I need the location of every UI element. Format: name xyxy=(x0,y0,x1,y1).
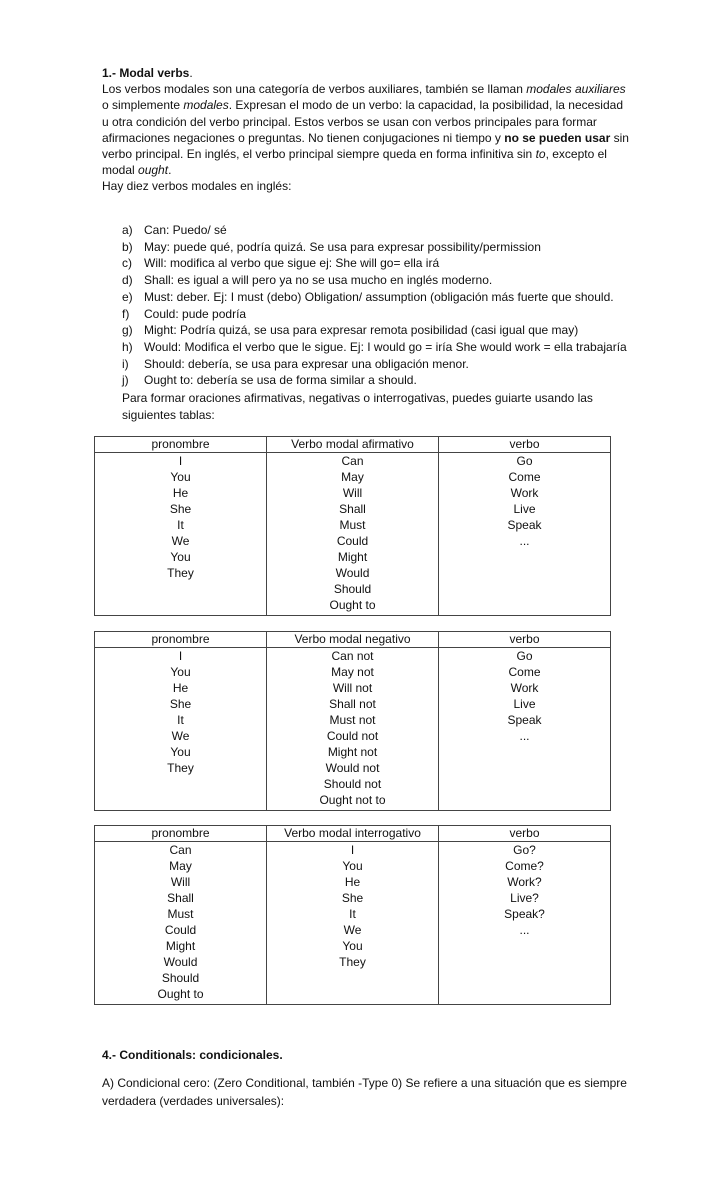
cell-value: Go? xyxy=(513,843,536,857)
cell-value: Shall xyxy=(167,891,194,905)
cell-value: Will xyxy=(342,486,363,500)
header-modal: Verbo modal afirmativo xyxy=(267,437,439,453)
table-row xyxy=(95,648,611,811)
list-text: Shall: es igual a will pero ya no se usa mucho en inglés moderno. xyxy=(144,273,493,288)
cell-value: Work? xyxy=(507,875,542,889)
list-letter: g) xyxy=(122,323,133,338)
cell-value: Should xyxy=(161,971,200,985)
header-verb: verbo xyxy=(439,826,611,842)
verb-cell xyxy=(439,648,611,811)
list-letter: i) xyxy=(122,356,129,371)
cell-value: May xyxy=(169,859,192,873)
cell-value: Come? xyxy=(505,859,544,873)
cell-value: Ought to xyxy=(157,987,204,1001)
cell-value: You xyxy=(170,470,191,484)
cell-value: ... xyxy=(519,729,530,743)
modal-cell xyxy=(95,842,267,1005)
cell-value: Could xyxy=(164,923,197,937)
verb-cell xyxy=(439,842,611,1005)
header-pronoun: pronombre xyxy=(95,826,267,842)
list-text: Can: Puedo/ sé xyxy=(144,223,227,237)
list-item xyxy=(122,255,642,272)
header-verb: verbo xyxy=(439,437,611,453)
cell-value: Will not xyxy=(332,681,373,695)
conditionals-title: 4.- Conditionals: condicionales. xyxy=(102,1048,283,1062)
cell-value: He xyxy=(172,681,189,695)
list-letter: h) xyxy=(122,339,133,354)
para-italic: ought xyxy=(138,163,169,178)
list-letter: c) xyxy=(122,256,132,271)
cell-value: ... xyxy=(519,923,530,937)
intro-paragraph xyxy=(102,81,632,178)
cell-value: You xyxy=(342,939,363,953)
cell-value: Must xyxy=(167,907,194,921)
cell-value: Will xyxy=(170,875,191,889)
header-modal: Verbo modal negativo xyxy=(267,632,439,648)
list-text: Would: Modifica el verbo que le sigue. Ej: I would go = iría She would work = ella trabajaría xyxy=(144,339,627,354)
cell-value: It xyxy=(177,518,184,532)
modal-cell xyxy=(267,648,439,811)
cell-value: Ought to xyxy=(329,598,376,612)
cell-value: Can xyxy=(169,843,192,857)
cell-value: They xyxy=(167,761,194,775)
para-italic: modales auxiliares xyxy=(526,82,626,97)
header-verb: verbo xyxy=(439,632,611,648)
para-text: , excepto el modal xyxy=(102,147,607,178)
para-text: sin verbo principal. En inglés, el verbo principal siempre queda en forma infinitiva sin xyxy=(102,130,629,162)
cell-value: Shall xyxy=(339,502,366,516)
header-pronoun: pronombre xyxy=(95,437,267,453)
para-text: . xyxy=(168,163,172,178)
cell-value: You xyxy=(170,550,191,564)
verb-cell xyxy=(439,453,611,616)
list-text: Should: debería, se usa para expresar una obligación menor. xyxy=(144,356,469,371)
modal-cell xyxy=(267,453,439,616)
cell-value: Must xyxy=(339,518,366,532)
table-header-row xyxy=(95,437,611,453)
cell-value: I xyxy=(178,454,183,468)
header-pronoun: pronombre xyxy=(95,632,267,648)
list-item xyxy=(122,239,642,256)
header-modal: Verbo modal interrogativo xyxy=(267,826,439,842)
list-item xyxy=(122,339,642,356)
title-period: . xyxy=(189,66,193,80)
cell-value: You xyxy=(170,745,191,759)
cell-value: It xyxy=(177,713,184,727)
list-item xyxy=(122,372,642,389)
modal-verbs-intro xyxy=(102,65,632,195)
cell-value: Speak? xyxy=(504,907,545,921)
cell-value: You xyxy=(342,859,363,873)
list-text: Could: pude podría xyxy=(144,306,247,321)
cell-value: Shall not xyxy=(329,697,376,711)
pronoun-cell xyxy=(267,842,439,1005)
table-row xyxy=(95,842,611,1005)
cell-value: He xyxy=(172,486,189,500)
negative-table xyxy=(94,631,611,811)
list-letter: d) xyxy=(122,273,133,288)
section-title-line xyxy=(102,65,632,81)
cell-value: Come xyxy=(508,470,541,484)
modal-verbs-list xyxy=(122,222,642,389)
cell-value: Would xyxy=(335,566,370,580)
list-text: Ought to: debería se usa de forma similar a should. xyxy=(144,373,417,388)
cell-value: Could not xyxy=(326,729,379,743)
list-item xyxy=(122,272,642,289)
list-text: May: puede qué, podría quizá. Se usa para expresar possibility/permission xyxy=(144,239,541,254)
interrogative-table xyxy=(94,825,611,1005)
list-text: Must: deber. Ej: I must (debo) Obligation/ assumption (obligación más fuerte que should. xyxy=(144,289,614,304)
cell-value: Could xyxy=(336,534,369,548)
cell-value: Would xyxy=(163,955,198,969)
cell-value: You xyxy=(170,665,191,679)
tables-intro: Para formar oraciones afirmativas, negativas o interrogativas, puedes guiarte usando las siguientes tablas: xyxy=(122,391,593,422)
cell-value: Should not xyxy=(323,777,382,791)
cell-value: They xyxy=(167,566,194,580)
cell-value: She xyxy=(169,697,192,711)
cell-value: Should xyxy=(333,582,372,596)
cell-value: Work xyxy=(510,486,539,500)
para-text: o simplemente xyxy=(102,98,184,113)
cell-value: Can not xyxy=(331,649,374,663)
list-letter: j) xyxy=(122,373,129,388)
cell-value: Work xyxy=(510,681,539,695)
pronoun-cell xyxy=(95,648,267,811)
cell-value: Might xyxy=(337,550,368,564)
cell-value: Might not xyxy=(327,745,378,759)
cell-value: Speak xyxy=(507,713,542,727)
list-item xyxy=(122,356,642,373)
table-head xyxy=(95,437,611,453)
cell-value: I xyxy=(178,649,183,663)
cell-value: May xyxy=(341,470,364,484)
list-text: Will: modifica al verbo que sigue ej: She will go= ella irá xyxy=(144,256,440,271)
cell-value: Go xyxy=(516,649,533,663)
cell-value: Live xyxy=(513,697,536,711)
section-title: 1.- Modal verbs xyxy=(102,66,190,80)
para-italic: to xyxy=(535,147,546,162)
cell-value: They xyxy=(339,955,366,969)
list-letter: e) xyxy=(122,289,133,304)
list-item xyxy=(122,306,642,323)
cell-value: Ought not to xyxy=(319,793,386,807)
para-text: . Expresan el modo de un verbo: la capacidad, la posibilidad, la necesidad u otra condición del verbo principal. Estos verbos se usan con verbos principales para formar afirmaciones negaciones o preguntas. No tienen conjugaciones ni tiempo y xyxy=(102,98,623,145)
list-letter: b) xyxy=(122,239,133,254)
affirmative-table xyxy=(94,436,611,616)
cell-value: Would not xyxy=(325,761,380,775)
pronoun-cell xyxy=(95,453,267,616)
cell-value: We xyxy=(343,923,362,937)
cell-value: We xyxy=(171,729,190,743)
cell-value: It xyxy=(349,907,356,921)
cell-value: Can xyxy=(341,454,364,468)
table-head xyxy=(95,632,611,648)
list-letter: a) xyxy=(122,223,133,237)
table-body xyxy=(95,842,611,1005)
table-row xyxy=(95,453,611,616)
cell-value: Might xyxy=(165,939,196,953)
cell-value: Come xyxy=(508,665,541,679)
cell-value: He xyxy=(344,875,361,889)
cell-value: Live? xyxy=(510,891,539,905)
cell-value: I xyxy=(350,843,355,857)
cell-value: May not xyxy=(331,665,374,679)
list-item xyxy=(122,222,642,239)
cell-value: She xyxy=(341,891,364,905)
para-text: Los verbos modales son una categoría de verbos auxiliares, también se llaman xyxy=(102,82,527,97)
table-head xyxy=(95,826,611,842)
list-letter: f) xyxy=(122,306,130,321)
list-intro: Hay diez verbos modales en inglés: xyxy=(102,179,292,194)
cell-value: We xyxy=(171,534,190,548)
cell-value: Speak xyxy=(507,518,542,532)
table-body xyxy=(95,648,611,811)
table-header-row xyxy=(95,632,611,648)
para-bold: no se pueden usar xyxy=(504,130,611,145)
list-text: Might: Podría quizá, se usa para expresar remota posibilidad (casi igual que may) xyxy=(144,323,579,338)
para-italic: modales xyxy=(183,98,229,113)
cell-value: She xyxy=(169,502,192,516)
table-header-row xyxy=(95,826,611,842)
cell-value: Must not xyxy=(329,713,376,727)
cell-value: ... xyxy=(519,534,530,548)
cell-value: Go xyxy=(516,454,533,468)
cell-value: Live xyxy=(513,502,536,516)
table-body xyxy=(95,453,611,616)
list-item xyxy=(122,289,642,306)
list-item xyxy=(122,322,642,339)
zero-conditional-text: A) Condicional cero: (Zero Conditional, también -Type 0) Se refiere a una situación que es siempre verdadera (verdades universales): xyxy=(102,1076,627,1108)
